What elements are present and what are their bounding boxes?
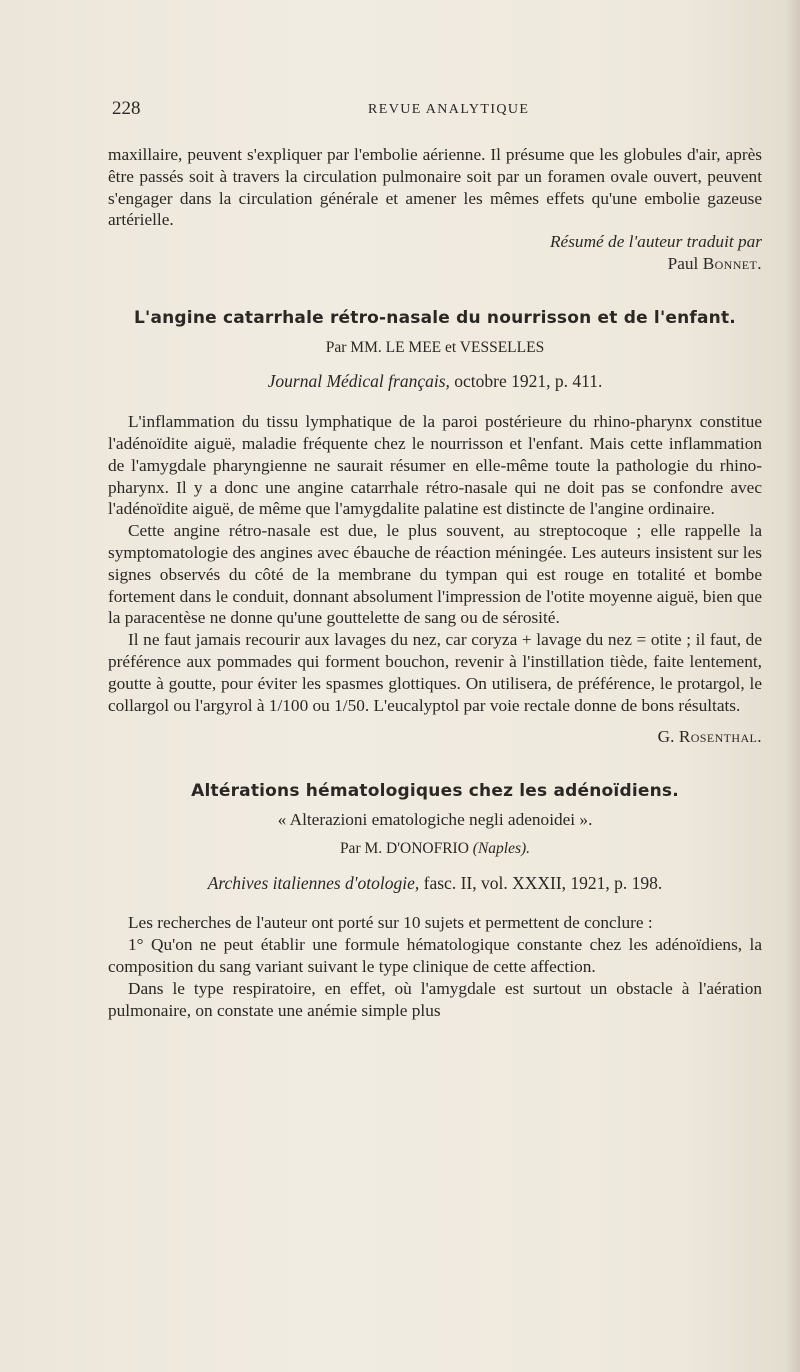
authors-names: D'ONOFRIO <box>386 839 469 857</box>
signature-last-name: Rosenthal. <box>678 727 762 747</box>
translation-note-text: Résumé de l'auteur traduit par <box>549 232 762 252</box>
author-city: (Naples). <box>472 839 531 857</box>
article-signature <box>108 726 762 748</box>
running-head: REVUE ANALYTIQUE <box>368 102 530 117</box>
signature-initial: G. <box>657 727 675 747</box>
translator-first-name: Paul <box>667 253 699 273</box>
article-paragraph: 1° Qu'on ne peut établir une formule hématologique constante chez les adénoïdiens, la composition du sang variant suivant le type clinique de cette affection. <box>108 935 762 976</box>
article-paragraph: L'inflammation du tissu lymphatique de la paroi postérieure du rhino-pharynx constitue l'adénoïdite aiguë, maladie fréquente chez le nourrisson et l'enfant. Mais cette inflammation de l'amygdale pharyngienne ne saurait résumer en elle-même toute la pathologie du rhino-pharynx. Il y a donc une angine catarrhale rétro-nasale qui ne doit pas se confondre avec l'adénoïdite aiguë, de même que l'amygdalite palatine est distincte de l'angine ordinaire. <box>108 412 762 519</box>
article-title: L'angine catarrhale rétro-nasale du nourrisson et de l'enfant. <box>134 307 736 328</box>
translator-last-name: Bonnet. <box>702 253 762 273</box>
citation-details: fasc. II, vol. XXXII, 1921, p. 198. <box>423 872 663 893</box>
previous-article-paragraph: maxillaire, peuvent s'expliquer par l'embolie aérienne. Il présume que les globules d'air, après être passés soit à travers la circulation pulmonaire soit par un foramen ovale ouvert, peuvent s'engager dans la circulation générale et amener les mêmes effets qu'une embolie gazeuse artérielle. <box>108 145 762 230</box>
citation-details: octobre 1921, p. 411. <box>454 371 603 392</box>
article-authors <box>108 337 762 359</box>
original-title: « Alterazioni ematologiche negli adenoidei ». <box>277 809 593 829</box>
authors-prefix: Par MM. <box>325 338 382 356</box>
article-authors <box>108 838 762 860</box>
translation-note <box>108 231 762 253</box>
article-paragraph: Dans le type respiratoire, en effet, où l'amygdale est surtout un obstacle à l'aération pulmonaire, on constate une anémie simple plus <box>108 978 762 1020</box>
article-citation <box>108 371 762 393</box>
translator-signature <box>108 253 762 275</box>
page-body <box>108 144 762 1021</box>
article-paragraph: Les recherches de l'auteur ont porté sur 10 sujets et permettent de conclure : <box>128 913 653 933</box>
article-citation <box>108 873 762 895</box>
article-paragraph: Cette angine rétro-nasale est due, le plus souvent, au streptocoque ; elle rappelle la symptomatologie des angines avec ébauche de réaction méningée. Les auteurs insistent sur les signes observés du côté de la membrane du tympan qui est rouge en totalité et bombe fortement dans le conduit, donnant absolument l'impression de l'otite moyenne aiguë, bien que la paracentèse ne donne qu'une gouttelette de sang ou de sérosité. <box>108 521 762 628</box>
page-header <box>112 98 762 128</box>
article-paragraph: Il ne faut jamais recourir aux lavages du nez, car coryza + lavage du nez = otite ; il faut, de préférence aux pommades qui forment bouchon, revenir à l'instillation tiède, faite lentement, goutte à goutte, pour éviter les spasmes glottiques. On utilisera, de préférence, le protargol, le collargol ou l'argyrol à 1/100 ou 1/50. L'eucalyptol par voie rectale donne de bons résultats. <box>108 630 762 715</box>
journal-name: Journal Médical français, <box>267 371 450 392</box>
page-number: 228 <box>112 98 141 119</box>
article-title: Altérations hématologiques chez les adénoïdiens. <box>191 781 679 802</box>
journal-name: Archives italiennes d'otologie, <box>207 872 420 893</box>
page-edge-shadow <box>786 0 800 1372</box>
authors-prefix: Par M. <box>339 839 383 857</box>
authors-names: LE MEE et VESSELLES <box>385 338 545 356</box>
